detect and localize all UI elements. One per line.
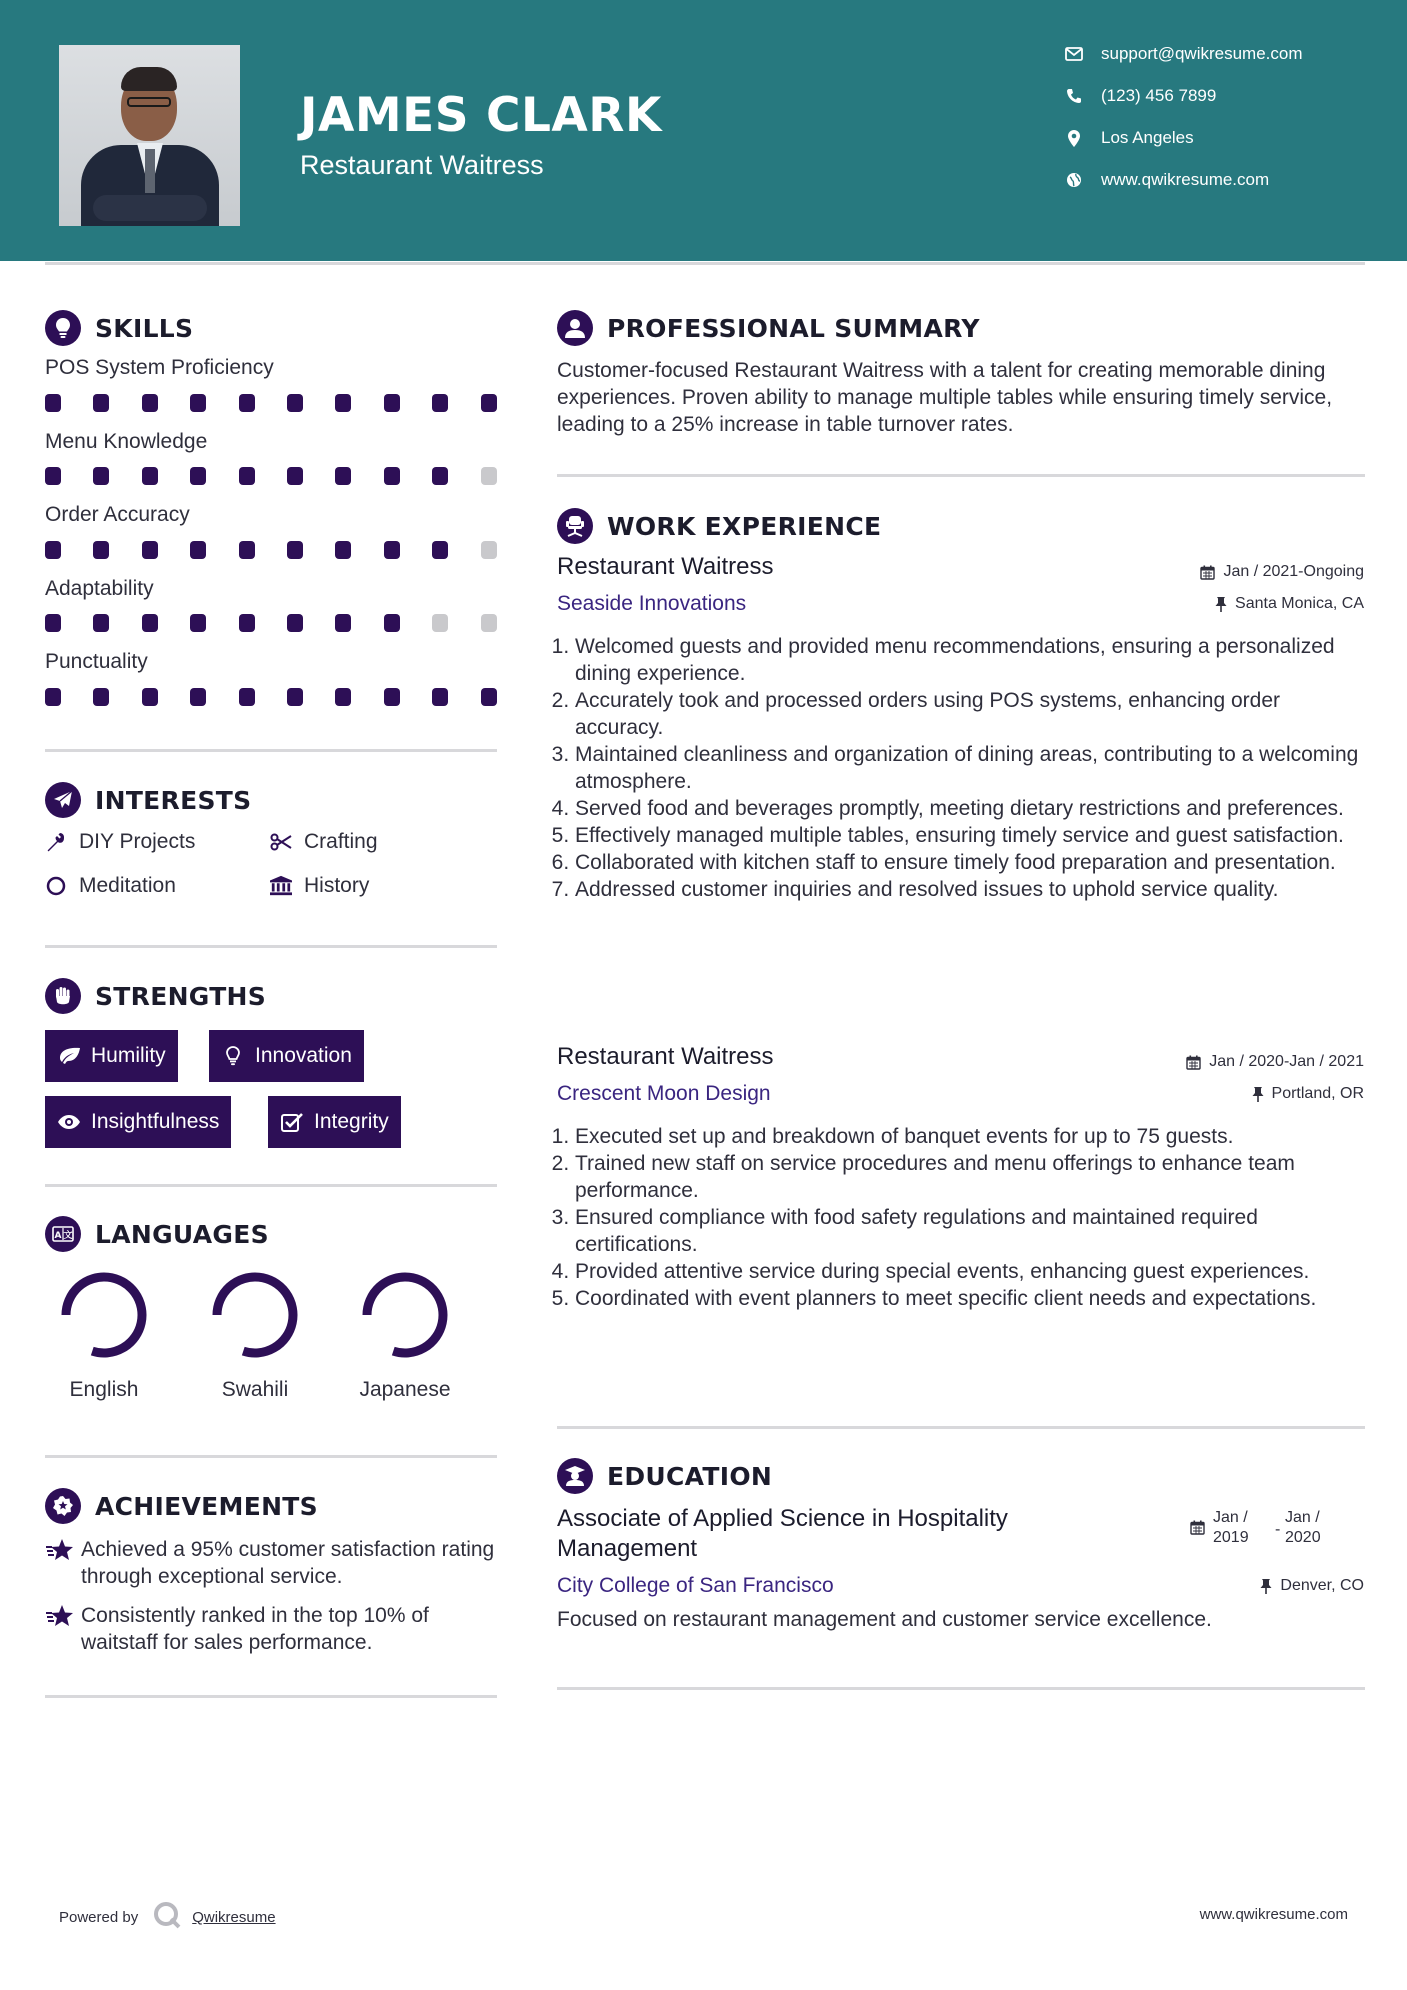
skill-dot-filled	[481, 394, 497, 412]
job-location	[1252, 1085, 1364, 1103]
section-divider	[45, 1184, 497, 1187]
skill-dot-filled	[287, 541, 303, 559]
skill-dot-filled	[142, 394, 158, 412]
skill-dot-filled	[384, 394, 400, 412]
job-dates	[1200, 563, 1364, 581]
section-divider	[557, 474, 1365, 477]
job-dates-text: Jan / 2020-Jan / 2021	[1209, 1053, 1364, 1070]
calendar-icon	[1200, 565, 1215, 580]
strength-label: Innovation	[255, 1044, 352, 1067]
section-divider	[45, 945, 497, 948]
skill-dot-filled	[287, 467, 303, 485]
skill-dot-filled	[142, 688, 158, 706]
job-dates-text: Jan / 2021-Ongoing	[1223, 563, 1364, 580]
skills-heading: SKILLS	[95, 313, 194, 343]
envelope-icon	[1063, 47, 1085, 61]
education-location	[1260, 1577, 1364, 1595]
skill-dot-filled	[142, 541, 158, 559]
achievements-heading: ACHIEVEMENTS	[95, 1491, 318, 1521]
list-item: 4. Provided attentive service during special events, enhancing guest experiences.	[575, 1258, 1365, 1285]
language-name: Japanese	[359, 1378, 451, 1401]
job-location-text: Santa Monica, CA	[1235, 595, 1364, 612]
phone-icon	[1063, 88, 1085, 104]
interest-item	[45, 874, 176, 898]
language-name: English	[69, 1378, 139, 1401]
skill-dot-filled	[45, 688, 61, 706]
job-title: Restaurant Waitress	[557, 1043, 774, 1070]
strength-tag	[45, 1096, 231, 1148]
education-date-separator: -	[1275, 1521, 1281, 1538]
job-title: Restaurant Waitress	[557, 553, 774, 580]
experience-section-title	[557, 508, 881, 544]
map-marker-icon	[1063, 130, 1085, 147]
skill-dot-filled	[335, 394, 351, 412]
brand-link[interactable]: Qwikresume	[192, 1909, 276, 1926]
candidate-name: JAMES CLARK	[300, 88, 662, 143]
interest-label: Meditation	[79, 874, 176, 897]
education-heading: EDUCATION	[607, 1461, 773, 1491]
language-level-ring	[210, 1270, 300, 1360]
skill-dot-empty	[481, 467, 497, 485]
degree-title: Associate of Applied Science in Hospitality Management	[557, 1505, 1008, 1562]
contact-location-text: Los Angeles	[1101, 128, 1194, 147]
languages-section-title	[45, 1216, 269, 1252]
language-level-ring	[360, 1270, 450, 1360]
list-item: 2. Trained new staff on service procedures and menu offerings to enhance team performance.	[575, 1150, 1365, 1204]
powered-by-text: Powered by	[59, 1909, 139, 1926]
language-level-arc	[217, 1277, 293, 1353]
skill-dot-empty	[481, 541, 497, 559]
resume-header	[0, 0, 1407, 261]
skill-dot-filled	[190, 394, 206, 412]
list-item: 3. Maintained cleanliness and organization of dining areas, contributing to a welcoming atmosphere.	[575, 741, 1365, 795]
skill-dot-filled	[45, 394, 61, 412]
contact-website[interactable]	[1063, 168, 1269, 192]
language-level-arc	[66, 1277, 142, 1353]
education-dates	[1190, 1508, 1345, 1548]
list-item: 1. Welcomed guests and provided menu recommendations, ensuring a personalized dining experience.	[575, 633, 1365, 687]
strengths-section-title	[45, 978, 266, 1014]
skill-name: POS System Proficiency	[45, 356, 274, 379]
list-item: 6. Collaborated with kitchen staff to ensure timely food preparation and presentation.	[575, 849, 1365, 876]
experience-heading: WORK EXPERIENCE	[607, 511, 882, 541]
language-item	[54, 1270, 154, 1402]
job-location	[1215, 595, 1364, 613]
achievements-section-title	[45, 1488, 318, 1524]
contact-website-text: www.qwikresume.com	[1101, 170, 1270, 189]
summary-section-title	[557, 310, 980, 346]
skill-dot-filled	[239, 614, 255, 632]
skill-dot-filled	[335, 614, 351, 632]
globe-icon	[1063, 172, 1085, 188]
skill-dot-filled	[93, 541, 109, 559]
interest-label: DIY Projects	[79, 830, 196, 853]
skill-dot-filled	[239, 688, 255, 706]
skill-dot-filled	[93, 394, 109, 412]
skill-dot-filled	[45, 467, 61, 485]
footer-powered-by	[59, 1900, 276, 1935]
thumbtack-icon	[1252, 1086, 1264, 1102]
institution-icon	[270, 875, 292, 897]
contact-email[interactable]	[1063, 42, 1303, 66]
scissors-icon	[270, 833, 292, 851]
contact-email-text: support@qwikresume.com	[1101, 44, 1303, 63]
badge-icon	[45, 1488, 81, 1524]
skill-name: Order Accuracy	[45, 503, 190, 526]
section-divider	[45, 749, 497, 752]
strengths-heading: STRENGTHS	[95, 981, 267, 1011]
achievement-item	[45, 1536, 505, 1590]
skill-rating	[45, 394, 497, 412]
paper-plane-icon	[45, 782, 81, 818]
skill-rating	[45, 467, 497, 485]
language-name: Swahili	[221, 1378, 289, 1401]
education-section-title	[557, 1458, 772, 1494]
qwikresume-logo-icon	[152, 1900, 182, 1935]
star-icon	[45, 1536, 81, 1590]
section-divider	[557, 1687, 1365, 1690]
skill-dot-filled	[384, 541, 400, 559]
education-location-text: Denver, CO	[1280, 1577, 1364, 1594]
language-item	[355, 1270, 455, 1402]
skill-dot-filled	[142, 614, 158, 632]
svg-text:文: 文	[63, 1231, 73, 1241]
skill-dot-filled	[287, 688, 303, 706]
language-icon	[45, 1216, 81, 1252]
strength-tag	[209, 1030, 364, 1082]
section-divider	[557, 1426, 1365, 1429]
list-item: 5. Effectively managed multiple tables, ensuring timely service and guest satisfaction.	[575, 822, 1365, 849]
skills-section-title	[45, 310, 193, 346]
skill-dot-empty	[432, 614, 448, 632]
skill-rating	[45, 688, 497, 706]
strength-label: Humility	[91, 1044, 166, 1067]
list-item: 7. Addressed customer inquiries and resolved issues to uphold service quality.	[575, 876, 1365, 903]
skill-dot-filled	[384, 614, 400, 632]
section-divider	[45, 1455, 497, 1458]
interests-heading: INTERESTS	[95, 785, 252, 815]
skill-dot-filled	[93, 467, 109, 485]
svg-text:A: A	[54, 1231, 62, 1241]
education-description: Focused on restaurant management and customer service excellence.	[557, 1608, 1212, 1631]
skill-dot-filled	[45, 614, 61, 632]
circle-icon	[45, 876, 67, 896]
skill-dot-filled	[287, 614, 303, 632]
skill-name: Adaptability	[45, 577, 154, 600]
skill-dot-filled	[384, 467, 400, 485]
interest-label: History	[304, 874, 370, 897]
skill-dot-filled	[432, 688, 448, 706]
hand-icon	[45, 978, 81, 1014]
skill-name: Punctuality	[45, 650, 148, 673]
interest-item	[270, 830, 378, 854]
graduate-icon	[557, 1458, 593, 1494]
languages-heading: LANGUAGES	[95, 1219, 269, 1249]
achievement-item	[45, 1602, 505, 1656]
skill-dot-empty	[481, 614, 497, 632]
list-item: 5. Coordinated with event planners to meet specific client needs and expectations.	[575, 1285, 1365, 1312]
skill-dot-filled	[335, 688, 351, 706]
company-name: Crescent Moon Design	[557, 1082, 771, 1105]
skill-rating	[45, 614, 497, 632]
list-item: 3. Ensured compliance with food safety regulations and maintained required certifications.	[575, 1204, 1365, 1258]
education-start-date: Jan / 2019	[1213, 1509, 1249, 1546]
skill-dot-filled	[239, 394, 255, 412]
interest-item	[270, 874, 369, 898]
skill-dot-filled	[142, 467, 158, 485]
job-dates	[1186, 1053, 1364, 1071]
job-responsibilities	[575, 1123, 1365, 1312]
profile-photo	[59, 45, 240, 226]
interest-label: Crafting	[304, 830, 378, 853]
skill-dot-filled	[432, 541, 448, 559]
strength-label: Integrity	[314, 1110, 389, 1133]
list-item: 2. Accurately took and processed orders using POS systems, enhancing order accuracy.	[575, 687, 1365, 741]
user-icon	[557, 310, 593, 346]
section-divider	[45, 1695, 497, 1698]
skill-dot-filled	[287, 394, 303, 412]
skill-dot-filled	[335, 467, 351, 485]
skill-dot-filled	[190, 614, 206, 632]
company-name: Seaside Innovations	[557, 592, 747, 615]
achievement-text: Achieved a 95% customer satisfaction rating through exceptional service.	[81, 1538, 495, 1588]
skill-dot-filled	[239, 541, 255, 559]
candidate-role: Restaurant Waitress	[300, 150, 544, 180]
job-location-text: Portland, OR	[1271, 1085, 1364, 1102]
contact-location	[1063, 126, 1194, 150]
check-square-icon	[280, 1112, 304, 1132]
thumbtack-icon	[1260, 1578, 1272, 1594]
lightbulb-icon	[45, 310, 81, 346]
eye-icon	[57, 1114, 81, 1130]
language-level-ring	[59, 1270, 149, 1360]
header-divider	[45, 262, 1365, 265]
footer-website[interactable]: www.qwikresume.com	[1199, 1906, 1348, 1923]
skill-name: Menu Knowledge	[45, 430, 208, 453]
achievement-text: Consistently ranked in the top 10% of waitstaff for sales performance.	[81, 1604, 429, 1654]
summary-heading: PROFESSIONAL SUMMARY	[607, 313, 980, 343]
skill-dot-filled	[239, 467, 255, 485]
strength-label: Insightfulness	[91, 1110, 220, 1133]
interest-item	[45, 830, 195, 854]
strength-tag	[45, 1030, 178, 1082]
calendar-icon	[1190, 1508, 1205, 1548]
skill-dot-filled	[93, 614, 109, 632]
office-chair-icon	[557, 508, 593, 544]
wrench-icon	[45, 832, 67, 852]
skill-dot-filled	[432, 467, 448, 485]
star-icon	[45, 1602, 81, 1656]
school-name: City College of San Francisco	[557, 1574, 834, 1597]
thumbtack-icon	[1215, 596, 1227, 612]
skill-rating	[45, 541, 497, 559]
skill-dot-filled	[384, 688, 400, 706]
contact-phone-text: (123) 456 7899	[1101, 86, 1217, 105]
list-item: 1. Executed set up and breakdown of banquet events for up to 75 guests.	[575, 1123, 1365, 1150]
summary-text: Customer-focused Restaurant Waitress with a talent for creating memorable dining experiences. Proven ability to manage multiple tables while ensuring timely service, leading to a 25% increase in table turnover rates.	[557, 359, 1333, 436]
contact-phone[interactable]	[1063, 84, 1216, 108]
leaf-icon	[57, 1047, 81, 1065]
job-responsibilities	[575, 633, 1365, 903]
skill-dot-filled	[93, 688, 109, 706]
skill-dot-filled	[45, 541, 61, 559]
education-end-date: Jan / 2020	[1285, 1509, 1321, 1546]
strength-tag	[268, 1096, 401, 1148]
skill-dot-filled	[190, 688, 206, 706]
skill-dot-filled	[190, 541, 206, 559]
interests-section-title	[45, 782, 251, 818]
skill-dot-filled	[481, 688, 497, 706]
skill-dot-filled	[335, 541, 351, 559]
lightbulb-icon	[221, 1046, 245, 1066]
calendar-icon	[1186, 1055, 1201, 1070]
skill-dot-filled	[190, 467, 206, 485]
language-level-arc	[367, 1277, 443, 1353]
skill-dot-filled	[432, 394, 448, 412]
language-item	[205, 1270, 305, 1402]
list-item: 4. Served food and beverages promptly, meeting dietary restrictions and preferences.	[575, 795, 1365, 822]
